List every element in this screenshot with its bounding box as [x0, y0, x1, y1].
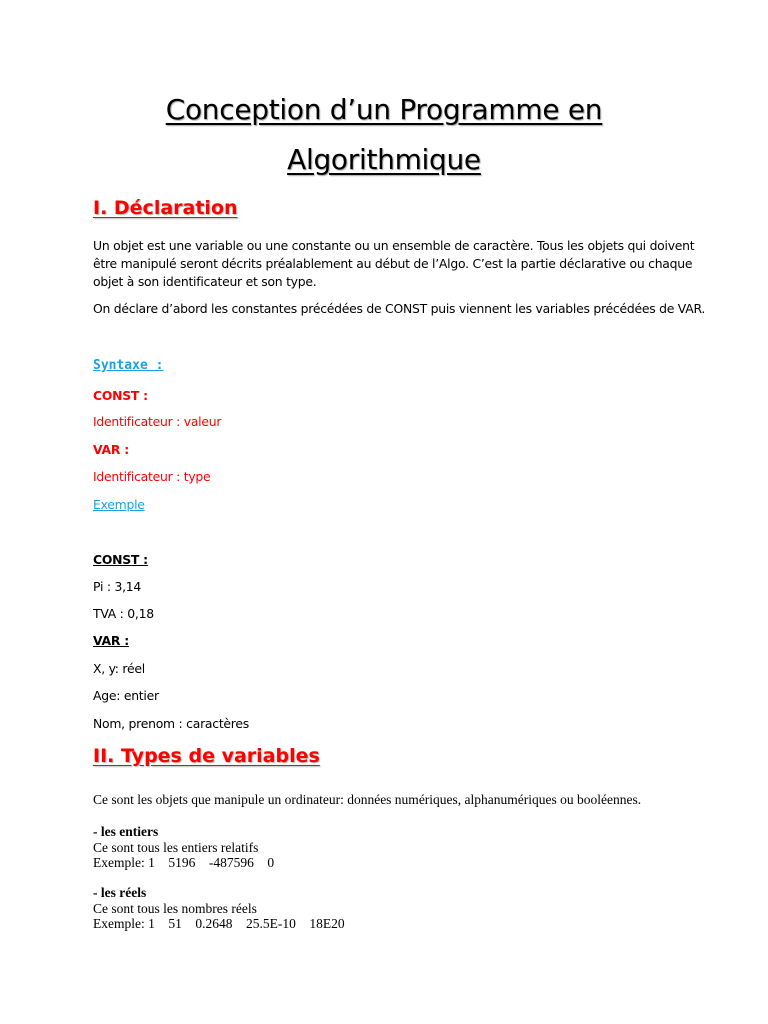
entiers-example: Exemple: 1 5196 -487596 0: [93, 855, 275, 870]
example-var-keyword: VAR :: [93, 633, 129, 648]
entiers-description: Ce sont tous les entiers relatifs: [93, 840, 259, 855]
example-const-keyword: CONST :: [93, 552, 148, 567]
types-intro: Ce sont les objets que manipule un ordinateur: données numériques, alphanumériques ou booléennes.: [93, 792, 642, 807]
paragraph-line: Un objet est une variable ou une constante ou un ensemble de caractère. Tous les objets qui doivent: [93, 238, 695, 253]
syntax-var-type: Identificateur : type: [93, 469, 211, 484]
paragraph-declaration-order: On déclare d’abord les constantes précédées de CONST puis viennent les variables précédées de VAR.: [93, 301, 706, 316]
reels-title: - les réels: [93, 885, 147, 900]
syntax-const-value: Identificateur : valeur: [93, 414, 222, 429]
example-pi: Pi : 3,14: [93, 579, 142, 594]
example-label: Exemple: [93, 497, 145, 512]
document-title-line-2: Algorithmique: [287, 143, 481, 176]
paragraph-line: être manipulé seront décrits préalablement au début de l’Algo. C’est la partie déclarative ou chaque: [93, 256, 693, 271]
section-heading-declaration: I. Déclaration: [93, 197, 238, 219]
section-heading-types: II. Types de variables: [93, 745, 320, 767]
reels-description: Ce sont tous les nombres réels: [93, 901, 257, 916]
entiers-title: - les entiers: [93, 824, 159, 839]
example-nom-prenom: Nom, prenom : caractères: [93, 716, 249, 731]
syntax-var-keyword: VAR :: [93, 442, 129, 457]
paragraph-line: objet à son identificateur et son type.: [93, 274, 317, 289]
example-age: Age: entier: [93, 688, 159, 703]
document-title-line-1: Conception d’un Programme en: [165, 93, 603, 126]
reels-example: Exemple: 1 51 0.2648 25.5E-10 18E20: [93, 916, 345, 931]
syntax-const-keyword: CONST :: [93, 388, 148, 403]
syntax-label: Syntaxe :: [93, 358, 164, 373]
example-xy: X, y: réel: [93, 661, 145, 676]
example-tva: TVA : 0,18: [93, 606, 154, 621]
